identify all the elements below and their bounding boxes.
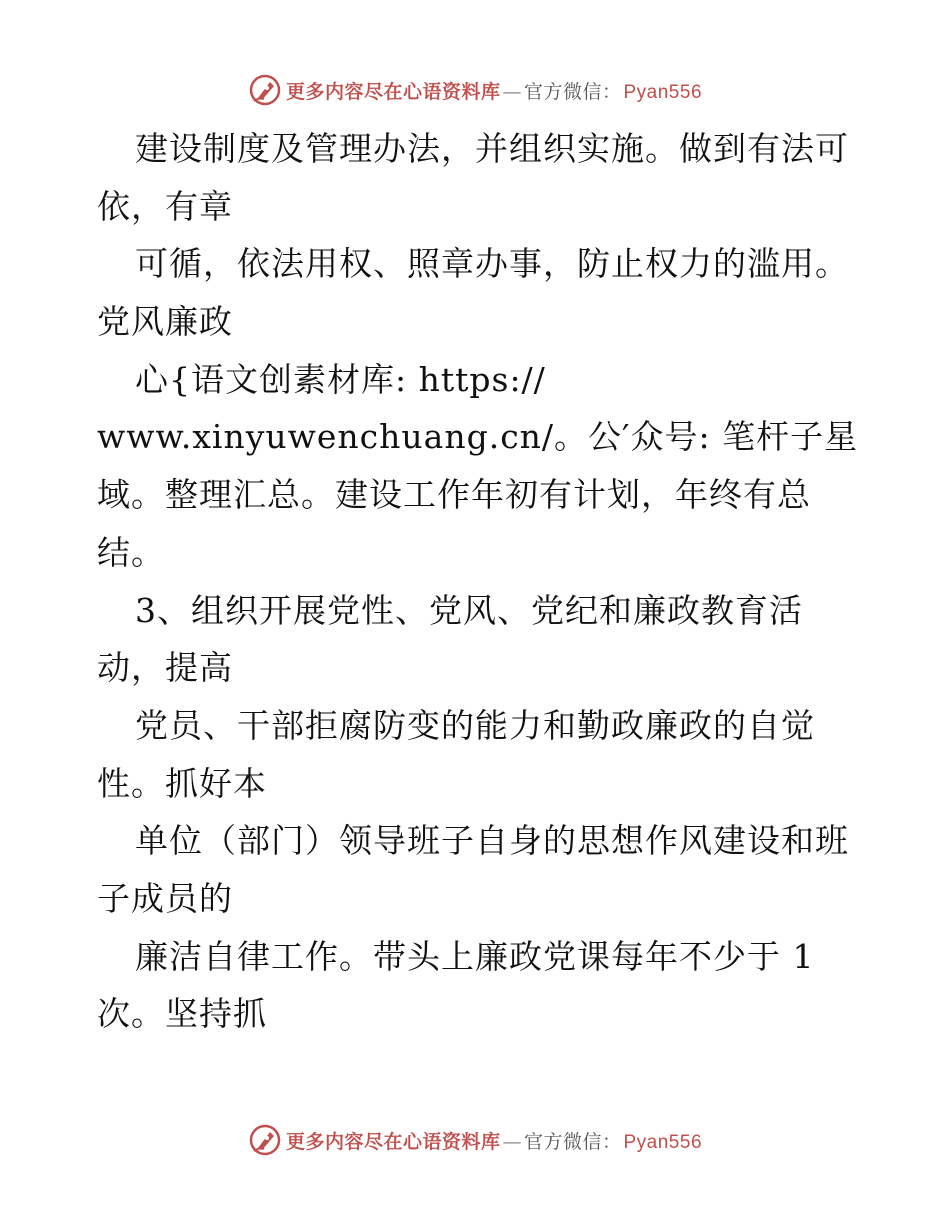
body-line: 次。坚持抓 [97,994,267,1034]
header-wechat-id: Pyan556 [623,81,703,103]
body-line: 党员、干部拒腐防变的能力和勤政廉政的自觉 [135,705,815,745]
footer-wechat-id: Pyan556 [623,1131,703,1153]
footer-wechat-label: 官方微信： [523,1130,622,1153]
body-line: 依，有章 [97,186,233,226]
body-line: 结。 [97,532,165,572]
header-banner [0,70,950,110]
body-line: 廉洁自律工作。带头上廉政党课每年不少于 1 [135,936,815,976]
body-line: www.xinyuwenchuang.cn/。公′众号: 笔杆子星 [97,417,859,457]
body-line: 动，提高 [97,648,233,688]
pen-nib-logo-icon [248,73,282,107]
document-body [97,120,877,1043]
header-wechat-label: 官方微信： [523,80,622,103]
footer-dash: — [502,1130,522,1153]
pen-nib-logo-icon [248,1123,282,1157]
header-dash: — [502,80,522,103]
body-line: 单位（部门）领导班子自身的思想作风建设和班 [135,821,849,861]
footer-banner [0,1120,950,1160]
body-line: 可循，依法用权、照章办事，防止权力的滥用。 [135,244,849,284]
body-line: 3、组织开展党性、党风、党纪和廉政教育活 [135,590,803,630]
body-line: 心{语文创素材库: https:// [135,359,546,399]
body-line: 建设制度及管理办法，并组织实施。做到有法可 [135,129,849,168]
body-line: 性。抓好本 [97,763,267,803]
body-line: 党风廉政 [97,302,233,342]
body-line: 子成员的 [97,878,233,918]
footer-brand-text: 更多内容尽在心语资料库 [285,1130,501,1153]
body-line: 域。整理汇总。建设工作年初有计划，年终有总 [97,475,811,515]
header-brand-text: 更多内容尽在心语资料库 [285,80,501,103]
